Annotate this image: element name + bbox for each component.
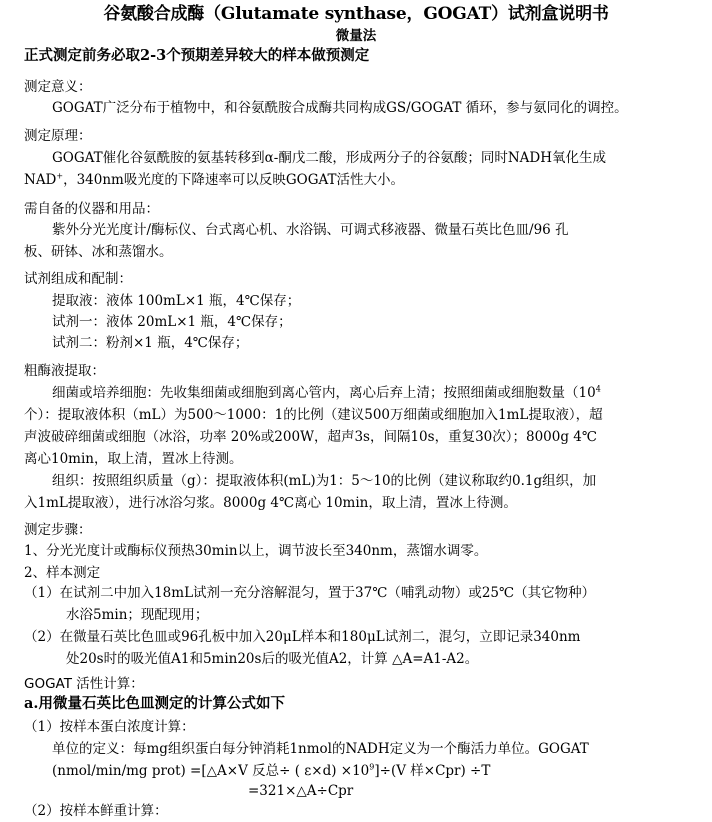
principle-heading: 测定原理： — [24, 128, 92, 144]
step-line: 1、分光光度计或酶标仪预热30min以上，调节波长至340nm，蒸馏水调零。 — [24, 543, 488, 559]
reagents-heading: 试剂组成和配制： — [24, 271, 132, 287]
step-line: （1）在试剂二中加入18mL试剂一充分溶解混匀，置于37℃（哺乳动物）或25℃（其它物种） — [24, 585, 596, 601]
instruments-text-line: 板、研钵、冰和蒸馏水。 — [24, 244, 173, 260]
calc-line: （2）按样本鲜重计算： — [24, 803, 168, 819]
step-line: 处20s时的吸光值A1和5min20s后的吸光值A2，计算 △A=A1-A2。 — [66, 651, 479, 667]
calc-formula: (nmol/min/mg prot) =[△A×V 反总÷ ( $\varepsilon\times d) \times 10^9]\div(V$ 样×Cpr) ÷T — [52, 762, 491, 779]
extraction-text-line: 组织：按照组织质量（g）：提取液体积(mL)为1：5～10的比例（建议称取约0.1g组织，加 — [52, 473, 597, 489]
step-line: 水浴5min；现配现用； — [66, 607, 209, 623]
meaning-text: GOGAT广泛分布于植物中，和谷氨酰胺合成酶共同构成GS/GOGAT 循环，参与氨同化的调控。 — [52, 100, 628, 116]
extraction-text-line: 细菌或培养细胞：先收集细菌或细胞到离心管内，离心后弃上清；按照细菌或细胞数量（$10^4$ — [52, 384, 601, 401]
reagent-item: 试剂一：液体 20mL×1 瓶，4℃保存； — [52, 314, 292, 330]
principle-text-line: GOGAT催化谷氨酰胺的氨基转移到α-酮戊二酸，形成两分子的谷氨酸；同时NADH氧化生成 — [52, 150, 606, 166]
principle-text-line: NAD+，340nm吸光度的下降速率可以反映GOGAT活性大小。 — [24, 171, 405, 188]
step-line: 2、样本测定 — [24, 565, 101, 581]
meaning-heading: 测定意义： — [24, 79, 92, 95]
instruments-text-line: 紫外分光光度计/酶标仪、台式离心机、水浴锅、可调式移液器、微量石英比色皿/96 孔 — [52, 222, 569, 238]
calc-line: 单位的定义：每mg组织蛋白每分钟消耗1nmol的NADH定义为一个酶活力单位。GOGAT — [52, 741, 589, 757]
extraction-text-line: 个）：提取液体积（mL）为500～1000：1的比例（建议500万细菌或细胞加入1mL提取液），超 — [24, 407, 603, 423]
document-title: 谷氨酸合成酶（Glutamate synthase，GOGAT）试剂盒说明书 — [103, 4, 609, 24]
extraction-text-line: 声波破碎细菌或细胞（冰浴，功率 20%或200W，超声3s，间隔10s，重复30次）；8000g 4℃ — [24, 429, 597, 445]
pretest-notice: 正式测定前务必取2-3个预期差异较大的样本做预测定 — [24, 47, 370, 64]
extraction-heading: 粗酶液提取： — [24, 363, 105, 379]
reagent-item: 提取液：液体 100mL×1 瓶，4℃保存； — [52, 293, 301, 309]
document-subtitle: 微量法 — [335, 28, 377, 44]
step-line: （2）在微量石英比色皿或96孔板中加入20μL样本和180μL试剂二，混匀，立即记录340nm — [24, 629, 581, 645]
reagent-item: 试剂二：粉剂×1 瓶，4℃保存； — [52, 335, 249, 351]
instruments-heading: 需自备的仪器和用品： — [24, 201, 159, 217]
calc-subheading: a.用微量石英比色皿测定的计算公式如下 — [24, 695, 285, 712]
extraction-text-line: 入1mL提取液），进行冰浴匀浆。8000g 4℃离心 10min，取上清，置冰上待测。 — [24, 495, 517, 511]
calc-heading: GOGAT 活性计算： — [24, 676, 144, 692]
calc-line: （1）按样本蛋白浓度计算： — [24, 719, 195, 735]
calc-formula-result: =321×△A÷Cpr — [248, 783, 354, 799]
steps-heading: 测定步骤： — [24, 522, 92, 538]
extraction-text-line: 离心10min，取上清，置冰上待测。 — [24, 451, 243, 467]
